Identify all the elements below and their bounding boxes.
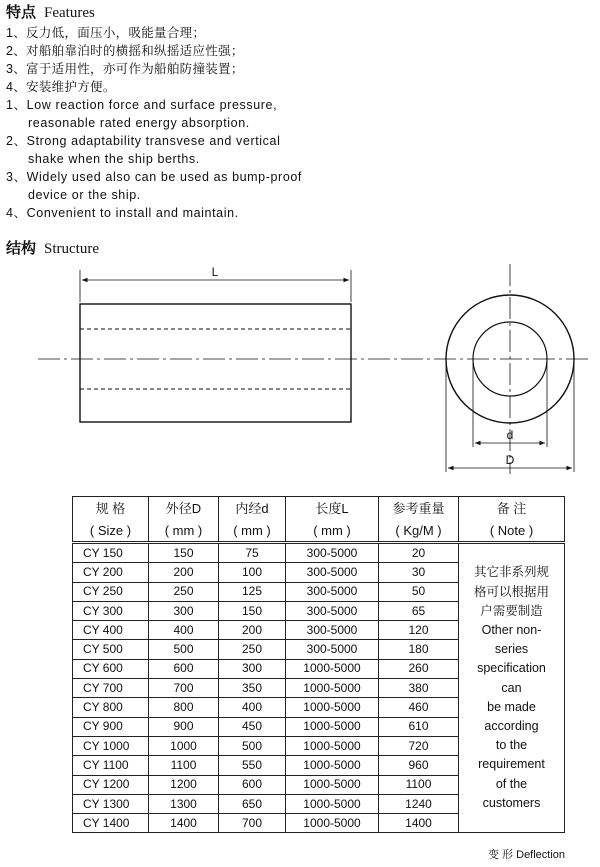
cell-weight: 610 (379, 717, 459, 736)
cell-od: 250 (149, 582, 219, 601)
cell-length: 1000-5000 (286, 679, 379, 698)
cell-id: 350 (219, 679, 286, 698)
cell-od: 1100 (149, 756, 219, 775)
cell-length: 1000-5000 (286, 756, 379, 775)
cell-size: CY 700 (73, 679, 149, 698)
note-en-2: series (494, 642, 529, 657)
cell-id: 200 (219, 621, 286, 640)
features-title-zh: 特点 (6, 4, 37, 21)
feature-en-3: 3、Widely used also can be used as bump-proof (6, 170, 302, 184)
cell-size: CY 200 (73, 563, 149, 582)
dimension-L-label: L (211, 265, 219, 279)
cell-id: 600 (219, 775, 286, 794)
header-od-unit: ( mm ) (149, 519, 219, 543)
cell-id: 125 (219, 582, 286, 601)
cell-od: 700 (149, 679, 219, 698)
cell-weight: 380 (379, 679, 459, 698)
cell-length: 300-5000 (286, 621, 379, 640)
header-note-unit: ( Note ) (459, 519, 565, 543)
header-id-zh: 内经d (219, 497, 286, 520)
feature-en-1-cont: reasonable rated energy absorption. (28, 116, 250, 130)
cell-weight: 30 (379, 563, 459, 582)
cell-size: CY 1100 (73, 756, 149, 775)
cell-od: 800 (149, 698, 219, 717)
cell-size: CY 1300 (73, 794, 149, 813)
cell-size: CY 250 (73, 582, 149, 601)
cell-od: 150 (149, 543, 219, 563)
cell-length: 300-5000 (286, 582, 379, 601)
note-zh-2: 格可以根据用 (473, 584, 549, 599)
caption-zh: 变 形 (488, 849, 514, 861)
cell-size: CY 400 (73, 621, 149, 640)
cell-weight: 460 (379, 698, 459, 717)
header-weight-zh: 参考重量 (379, 497, 459, 520)
features-list (6, 24, 566, 222)
deflection-caption (488, 846, 565, 862)
cell-size: CY 1000 (73, 736, 149, 755)
cell-weight: 120 (379, 621, 459, 640)
header-od-zh: 外径D (149, 497, 219, 520)
cell-weight: 1240 (379, 794, 459, 813)
cell-size: CY 900 (73, 717, 149, 736)
structure-title-zh: 结构 (6, 240, 37, 257)
note-en-7: to the (495, 738, 528, 753)
feature-zh-1: 1、反力低，面压小，吸能量合理； (6, 26, 206, 40)
structure-drawing (0, 262, 600, 484)
note-cell (459, 543, 565, 833)
cell-size: CY 1400 (73, 814, 149, 833)
cell-length: 1000-5000 (286, 698, 379, 717)
spec-table (72, 496, 565, 833)
cell-length: 1000-5000 (286, 736, 379, 755)
feature-zh-4: 4、安装维护方便。 (6, 80, 116, 94)
feature-en-1: 1、Low reaction force and surface pressure, (6, 98, 278, 112)
cell-weight: 1100 (379, 775, 459, 794)
cell-id: 450 (219, 717, 286, 736)
dimension-d-label: d (506, 428, 514, 442)
features-heading (6, 4, 95, 22)
feature-zh-2: 2、对船舶靠泊时的横摇和纵摇适应性强； (6, 44, 244, 58)
cell-id: 550 (219, 756, 286, 775)
header-row-zh (73, 497, 565, 520)
cell-id: 75 (219, 543, 286, 563)
note-en-3: specification (477, 661, 546, 676)
cell-length: 1000-5000 (286, 717, 379, 736)
cell-length: 1000-5000 (286, 794, 379, 813)
cell-length: 300-5000 (286, 640, 379, 659)
structure-heading (6, 240, 99, 258)
cell-od: 1200 (149, 775, 219, 794)
feature-en-3-cont: device or the ship. (28, 188, 141, 202)
cell-id: 100 (219, 563, 286, 582)
cell-od: 500 (149, 640, 219, 659)
note-en-4: can (501, 680, 522, 695)
cell-size: CY 1200 (73, 775, 149, 794)
cell-weight: 65 (379, 601, 459, 620)
features-title-en: Features (44, 5, 95, 21)
note-en-8: requirement (478, 757, 545, 772)
cell-weight: 180 (379, 640, 459, 659)
cell-od: 900 (149, 717, 219, 736)
note-zh-1: 其它非系列规 (473, 565, 549, 580)
header-row-units (73, 519, 565, 543)
header-length-zh: 长度L (286, 497, 379, 520)
dimension-D-label: D (505, 453, 515, 467)
cell-id: 400 (219, 698, 286, 717)
cell-od: 200 (149, 563, 219, 582)
cell-length: 1000-5000 (286, 775, 379, 794)
cell-weight: 1400 (379, 814, 459, 833)
cell-od: 400 (149, 621, 219, 640)
cell-id: 300 (219, 659, 286, 678)
cell-weight: 720 (379, 736, 459, 755)
note-zh-3: 户需要制造 (480, 603, 543, 618)
cell-length: 300-5000 (286, 563, 379, 582)
cell-length: 1000-5000 (286, 659, 379, 678)
header-note-zh: 备 注 (459, 497, 565, 520)
cell-id: 250 (219, 640, 286, 659)
cell-od: 1000 (149, 736, 219, 755)
cell-weight: 260 (379, 659, 459, 678)
feature-en-2: 2、Strong adaptability transvese and vertical (6, 134, 281, 148)
note-en-10: customers (482, 795, 541, 810)
header-length-unit: ( mm ) (286, 519, 379, 543)
cell-size: CY 150 (73, 543, 149, 563)
cell-id: 500 (219, 736, 286, 755)
note-en-5: be made (487, 699, 536, 714)
cell-size: CY 600 (73, 659, 149, 678)
cell-od: 1400 (149, 814, 219, 833)
fender-side-view (80, 304, 351, 422)
cell-length: 1000-5000 (286, 814, 379, 833)
cell-id: 700 (219, 814, 286, 833)
cell-id: 650 (219, 794, 286, 813)
cell-weight: 50 (379, 582, 459, 601)
note-en-9: of the (495, 776, 528, 791)
cell-od: 600 (149, 659, 219, 678)
header-size-unit: ( Size ) (73, 519, 149, 543)
feature-en-4: 4、Convenient to install and maintain. (6, 206, 239, 220)
caption-en: Deflection (516, 849, 566, 861)
cell-weight: 20 (379, 543, 459, 563)
structure-title-en: Structure (44, 241, 99, 257)
cell-size: CY 300 (73, 601, 149, 620)
cell-id: 150 (219, 601, 286, 620)
cell-size: CY 500 (73, 640, 149, 659)
cell-weight: 960 (379, 756, 459, 775)
feature-zh-3: 3、富于适用性，亦可作为船舶防撞装置； (6, 62, 244, 76)
note-en-6: according (484, 719, 539, 734)
cell-length: 300-5000 (286, 543, 379, 563)
feature-en-2-cont: shake when the ship berths. (28, 152, 200, 166)
cell-od: 300 (149, 601, 219, 620)
cell-size: CY 800 (73, 698, 149, 717)
header-id-unit: ( mm ) (219, 519, 286, 543)
header-weight-unit: ( Kg/M ) (379, 519, 459, 543)
cell-od: 1300 (149, 794, 219, 813)
header-size-zh: 规 格 (73, 497, 149, 520)
note-en-1: Other non- (481, 623, 542, 638)
table-row (73, 543, 565, 563)
cell-length: 300-5000 (286, 601, 379, 620)
